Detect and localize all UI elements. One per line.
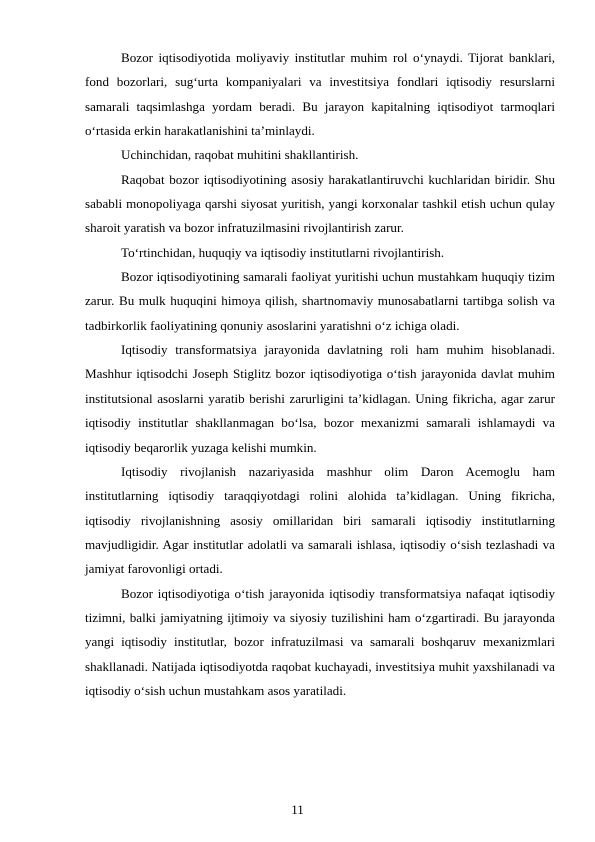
paragraph-state-role-stiglitz: Iqtisodiy transformatsiya jarayonida davlatning roli ham muhim hisoblanadi. Mashhur iqtisodchi Joseph Stiglitz bozor iqtisodiyotiga o‘tish jarayonida davlat muhim institutsional asoslarni yaratib berishi zarurligini ta’kidlagan. Uning fikricha, agar zarur iqtisodiy institutlar shakllanmagan bo‘lsa, bozor mexanizmi samarali ishlamaydi va iqtisodiy beqarorlik yuzaga kelishi mumkin. — [85, 342, 555, 455]
paragraph-competition: Raqobat bozor iqtisodiyotining asosiy harakatlantiruvchi kuchlaridan biridir. Shu sababli monopoliyaga qarshi siyosat yuritish, yangi korxonalar tashkil etish uchun qulay sharoit yaratish va bozor infratuzilmasini rivojlantirish zarur. — [85, 171, 555, 236]
paragraph-transformation-summary: Bozor iqtisodiyotiga o‘tish jarayonida iqtisodiy transformatsiya nafaqat iqtisodiy tizimni, balki jamiyatning ijtimoiy va siyosiy tuzilishini ham o‘zgartiradi. Bu jarayonda yangi iqtisodiy institutlar, bozor infratuzilmasi va samarali boshqaruv mexanizmlari shakllanadi. Natijada iqtisodiyotda raqobat kuchayadi, investitsiya muhit yaxshilanadi va iqtisodiy o‘sish uchun mustahkam asos yaratiladi. — [85, 585, 555, 698]
paragraph-fourth-point-heading: To‘rtinchidan, huquqiy va iqtisodiy institutlarni rivojlantirish. — [121, 244, 445, 260]
paragraph-third-point-heading: Uchinchidan, raqobat muhitini shakllantirish. — [121, 147, 359, 163]
paragraph-acemoglu: Iqtisodiy rivojlanish nazariyasida mashhur olim Daron Acemoglu ham institutlarning iqtisodiy taraqqiyotdagi rolini alohida ta’kidlagan. Uning fikricha, iqtisodiy rivojlanishning asosiy omillaridan biri samarali iqtisodiy institutlarning mavjudligidir. Agar institutlar adolatli va samarali ishlasa, iqtisodiy o‘sish tezlashadi va jamiyat farovonligi ortadi. — [85, 463, 555, 577]
paragraph-financial-institutions: Bozor iqtisodiyotida moliyaviy institutlar muhim rol o‘ynaydi. Tijorat banklari, fond bozorlari, sug‘urta kompaniyalari va investitsiya fondlari iqtisodiy resurslarni samarali taqsimlashga yordam beradi. Bu jarayon kapitalning iqtisodiyot tarmoqlari o‘rtasida erkin harakatlanishini ta’minlaydi. — [85, 50, 555, 139]
page-number: 11 — [291, 802, 304, 817]
document-body — [85, 46, 555, 703]
paragraph-legal-system: Bozor iqtisodiyotining samarali faoliyat yuritishi uchun mustahkam huquqiy tizim zarur. Bu mulk huquqini himoya qilish, shartnomaviy munosabatlarni tartibga solish va tadbirkorlik faoliyatining qonuniy asoslarini yaratishni o‘z ichiga oladi. — [85, 269, 555, 333]
